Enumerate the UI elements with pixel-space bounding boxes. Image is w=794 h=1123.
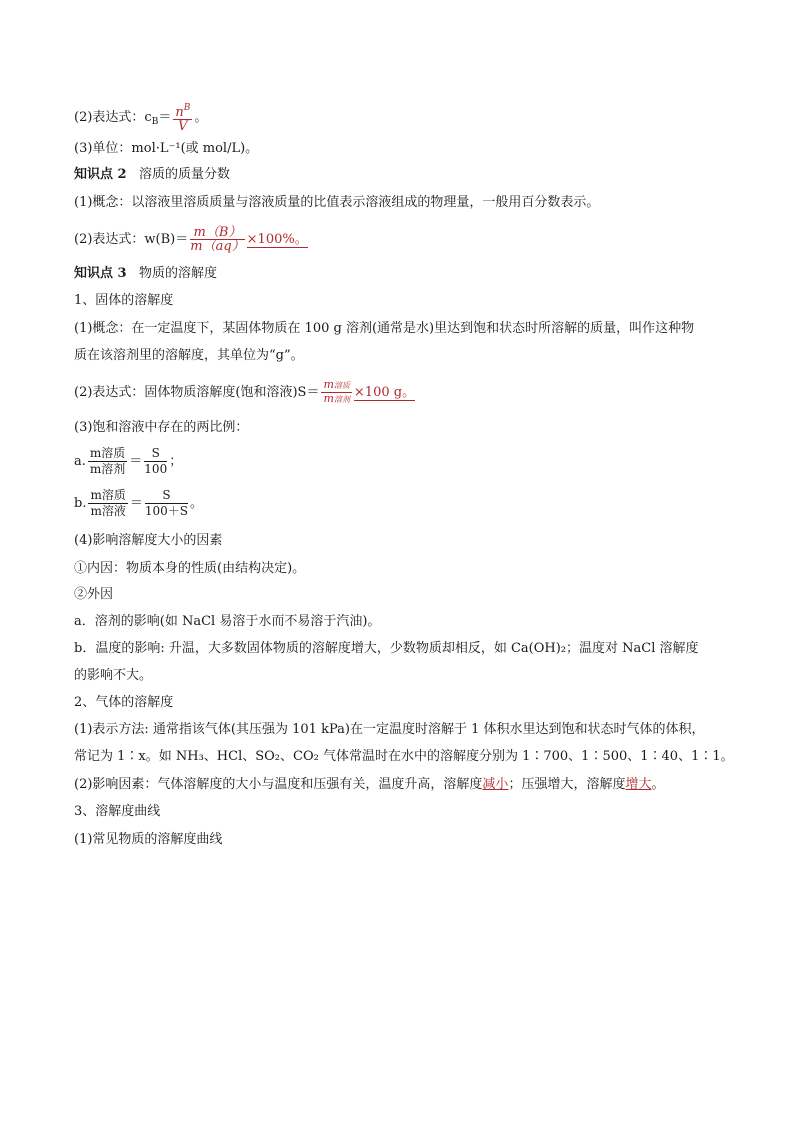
- kp3-heading: [74, 265, 217, 283]
- molarity-eq: ＝: [158, 110, 172, 125]
- answer-decrease: 减小: [482, 777, 509, 792]
- kp2-heading: [74, 166, 230, 184]
- ratio-a-end: ；: [169, 454, 183, 469]
- ratio-a: [74, 446, 182, 477]
- solubility-expression: [74, 379, 415, 406]
- molarity-fraction: [173, 102, 192, 133]
- external-factor: ②外因: [74, 587, 114, 602]
- ratio-b-end: 。: [190, 496, 204, 511]
- curve-title: (1)常见物质的溶解度曲线: [74, 832, 223, 847]
- ratio-b-eq: ＝: [129, 496, 143, 511]
- molarity-frac-den: V: [178, 119, 188, 134]
- mass-fraction-den: m（aq）: [190, 239, 245, 254]
- ratio-b-right-num: S: [145, 488, 188, 504]
- kp2-heading-text: 溶质的质量分数: [138, 167, 230, 182]
- gas-method-2: 常记为 1∶x。如 NH₃、HCl、SO₂、CO₂ 气体常温时在水中的溶解度分别为 1∶700、1∶500、1∶40、1∶1。: [74, 749, 734, 764]
- ratio-a-right-num: S: [144, 446, 167, 462]
- gas-factors-mid: ；压强增大，溶解度: [508, 777, 626, 792]
- ratio-b: [74, 488, 203, 519]
- mass-fraction-expression: [74, 226, 308, 253]
- ratio-a-eq: ＝: [129, 454, 143, 469]
- solubility-concept-2: 质在该溶剂里的溶解度，其单位为“g”。: [74, 348, 304, 363]
- solubility-frac-den-sub: 溶剂: [333, 395, 350, 404]
- kp3-heading-text: 物质的溶解度: [138, 266, 217, 281]
- ratio-b-left-den: m溶液: [90, 504, 126, 518]
- mass-fraction-fraction: [190, 226, 244, 253]
- solubility-expression-label: (2)表达式：固体物质溶解度(饱和溶液)S＝: [74, 385, 320, 400]
- ratio-a-right-den: 100: [144, 462, 168, 476]
- ratio-a-right: [144, 446, 167, 477]
- subheading-curve: 3、溶解度曲线: [74, 804, 161, 819]
- solubility-fraction: [321, 379, 351, 406]
- solubility-concept-1: (1)概念：在一定温度下，某固体物质在 100 g 溶剂(通常是水)里达到饱和状态时所溶解的质量，叫作这种物: [74, 321, 695, 336]
- solvent-effect: a．溶剂的影响(如 NaCl 易溶于水而不易溶于汽油)。: [74, 614, 381, 629]
- ratio-b-left-num: m溶质: [90, 488, 126, 502]
- molarity-frac-num: n: [175, 105, 184, 120]
- ratio-a-left-den: m溶剂: [89, 462, 126, 476]
- gas-factors-end: 。: [651, 777, 665, 792]
- gas-factors-pre: (2)影响因素：气体溶解度的大小与温度和压强有关，温度升高，溶解度: [74, 777, 483, 792]
- ratio-b-prefix: b.: [74, 496, 87, 511]
- solubility-expression-tail: ×100 g。: [353, 385, 416, 400]
- ratio-a-prefix: a.: [74, 454, 86, 469]
- molarity-sub: B: [151, 117, 159, 127]
- ratio-a-left-num: m溶质: [89, 446, 126, 460]
- kp3-heading-label: 知识点 3: [74, 266, 127, 281]
- solubility-frac-num-sub: 溶质: [333, 381, 350, 390]
- gas-factors: [74, 776, 664, 794]
- mass-fraction-num: m（B）: [190, 226, 244, 240]
- ratio-b-right: [145, 488, 188, 519]
- temperature-effect-1: b．温度的影响: 升温，大多数固体物质的溶解度增大，少数物质却相反，如 Ca(OH)₂；温度对 NaCl 溶解度: [74, 641, 699, 656]
- mass-fraction-tail: ×100%。: [246, 232, 308, 247]
- solubility-frac-num: m: [323, 378, 334, 391]
- ratio-title: (3)饱和溶液中存在的两比例：: [74, 420, 249, 435]
- answer-increase: 增大: [625, 777, 652, 792]
- molarity-frac-num-sup: B: [183, 103, 191, 113]
- molarity-expression-end: 。: [194, 110, 208, 125]
- kp2-heading-label: 知识点 2: [74, 167, 127, 182]
- ratio-b-left: [88, 488, 127, 519]
- factors-title: (4)影响溶解度大小的因素: [74, 533, 223, 548]
- subheading-gas: 2、气体的溶解度: [74, 695, 174, 710]
- ratio-b-right-den: 100＋S: [144, 504, 189, 518]
- gas-method-1: (1)表示方法: 通常指该气体(其压强为 101 kPa)在一定温度时溶解于 1 体积水里达到饱和状态时气体的体积，: [74, 722, 705, 737]
- mass-fraction-label: (2)表达式：w(B)＝: [74, 232, 189, 247]
- ratio-a-left: [88, 446, 127, 477]
- subheading-solid: 1、固体的溶解度: [74, 293, 174, 308]
- kp2-concept: (1)概念：以溶液里溶质质量与溶液质量的比值表示溶液组成的物理量，一般用百分数表示。: [74, 195, 600, 210]
- temperature-effect-2: 的影响不大。: [74, 668, 153, 683]
- molarity-expression-label: (2)表达式：c: [74, 110, 152, 125]
- unit-line: (3)单位：mol·L⁻¹(或 mol/L)。: [74, 141, 259, 156]
- solubility-frac-den: m: [323, 392, 334, 405]
- internal-factor: ①内因：物质本身的性质(由结构决定)。: [74, 561, 306, 576]
- molarity-expression: [74, 102, 207, 133]
